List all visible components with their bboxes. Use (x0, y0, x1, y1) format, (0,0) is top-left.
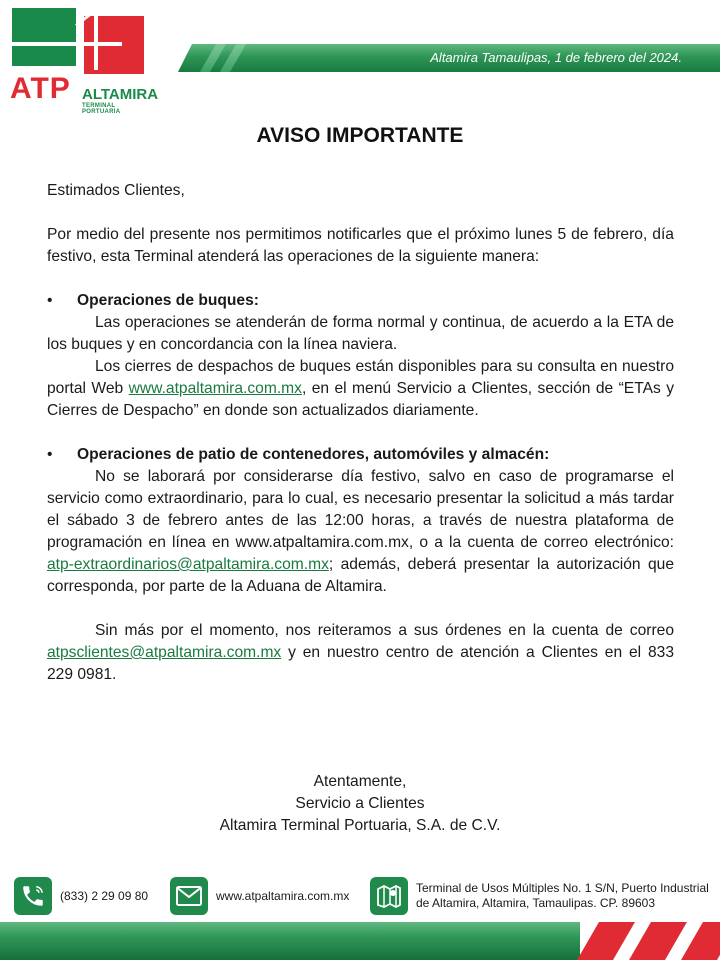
text-span: Los cierres de despachos de buques están disponibles para su consulta en nuestro portal Web (47, 358, 674, 397)
phone-number: (833) 2 29 09 80 (60, 888, 149, 903)
extraordinarios-email-link[interactable]: atp-extraordinarios@atpaltamira.com.mx (47, 556, 329, 573)
bullet: • (47, 446, 53, 463)
letter-body (47, 180, 674, 686)
buques-paragraph-2 (47, 356, 674, 422)
greeting: Estimados Clientes, (47, 182, 185, 199)
footer-address (370, 876, 709, 916)
logo-line (10, 42, 122, 46)
logo-subtitle: TERMINAL PORTUARIA (82, 103, 121, 115)
phone-icon (14, 877, 52, 915)
text-span: y en nuestro centro de atención a Clientes en el 833 229 0981. (47, 644, 674, 683)
clientes-email-link[interactable]: atpsclientes@atpaltamira.com.mx (47, 644, 282, 661)
envelope-icon (170, 877, 208, 915)
bullet: • (47, 292, 53, 309)
logo-line (94, 14, 98, 70)
logo-name: ALTAMIRA (82, 86, 159, 103)
footer-contact (0, 872, 720, 922)
footer-band (0, 922, 720, 960)
text-span: ; además, deberá presentar la autorización que corresponda, por parte de la Aduana de Altamira. (47, 556, 674, 595)
address-line-1: Terminal de Usos Múltiples No. 1 S/N, Puerto Industrial (416, 881, 709, 895)
logo-brand: ATP (10, 72, 71, 105)
website-text[interactable]: www.atpaltamira.com.mx (216, 888, 350, 903)
footer-web (170, 876, 349, 916)
website-link[interactable]: www.atpaltamira.com.mx (128, 380, 302, 397)
signature-line-1: Atentamente, (313, 773, 407, 790)
patio-paragraph (47, 466, 674, 598)
footer-phone (14, 876, 148, 916)
signature-line-2: Servicio a Clientes (295, 795, 425, 812)
section-heading-buques (47, 290, 674, 312)
buques-paragraph-1: Las operaciones se atenderán de forma normal y continua, de acuerdo a la ETA de los buques y en concordancia con la línea naviera. (47, 314, 674, 353)
address-text (416, 881, 709, 911)
document-date: Altamira Tamaulipas, 1 de febrero del 2024. (430, 50, 682, 65)
atp-logo (10, 6, 159, 115)
closing-paragraph (47, 620, 674, 686)
section-heading-patio (47, 444, 674, 466)
text-span: No se laborará por considerarse día festivo, salvo en caso de programarse el servicio como extraordinario, para lo cual, es necesario presentar la solicitud a más tardar el sábado 3 de febrero antes de las 12:00 horas, a través de nuestra plataforma de programación en línea en www.atpaltamira.com.mx, o a la cuenta de correo electrónico: (47, 468, 674, 551)
section-heading-text: Operaciones de buques: (77, 292, 259, 309)
signature-block (0, 771, 720, 837)
page-title: AVISO IMPORTANTE (256, 124, 464, 147)
intro-paragraph: Por medio del presente nos permitimos notificarles que el próximo lunes 5 de febrero, día festivo, esta Terminal atenderá las operaciones de la siguiente manera: (47, 226, 674, 265)
address-line-2: de Altamira, Altamira, Tamaulipas. CP. 89603 (416, 896, 656, 910)
text-span: , en el menú Servicio a Clientes, sección de “ETAs y Cierres de Despacho” en donde son actualizados diariamente. (47, 380, 674, 419)
logo-green-block (12, 8, 76, 66)
section-heading-text: Operaciones de patio de contenedores, automóviles y almacén: (77, 446, 550, 463)
header-band (178, 44, 720, 72)
signature-line-3: Altamira Terminal Portuaria, S.A. de C.V. (219, 817, 501, 834)
map-icon (370, 877, 408, 915)
text-span: Sin más por el momento, nos reiteramos a sus órdenes en la cuenta de correo (95, 622, 674, 639)
